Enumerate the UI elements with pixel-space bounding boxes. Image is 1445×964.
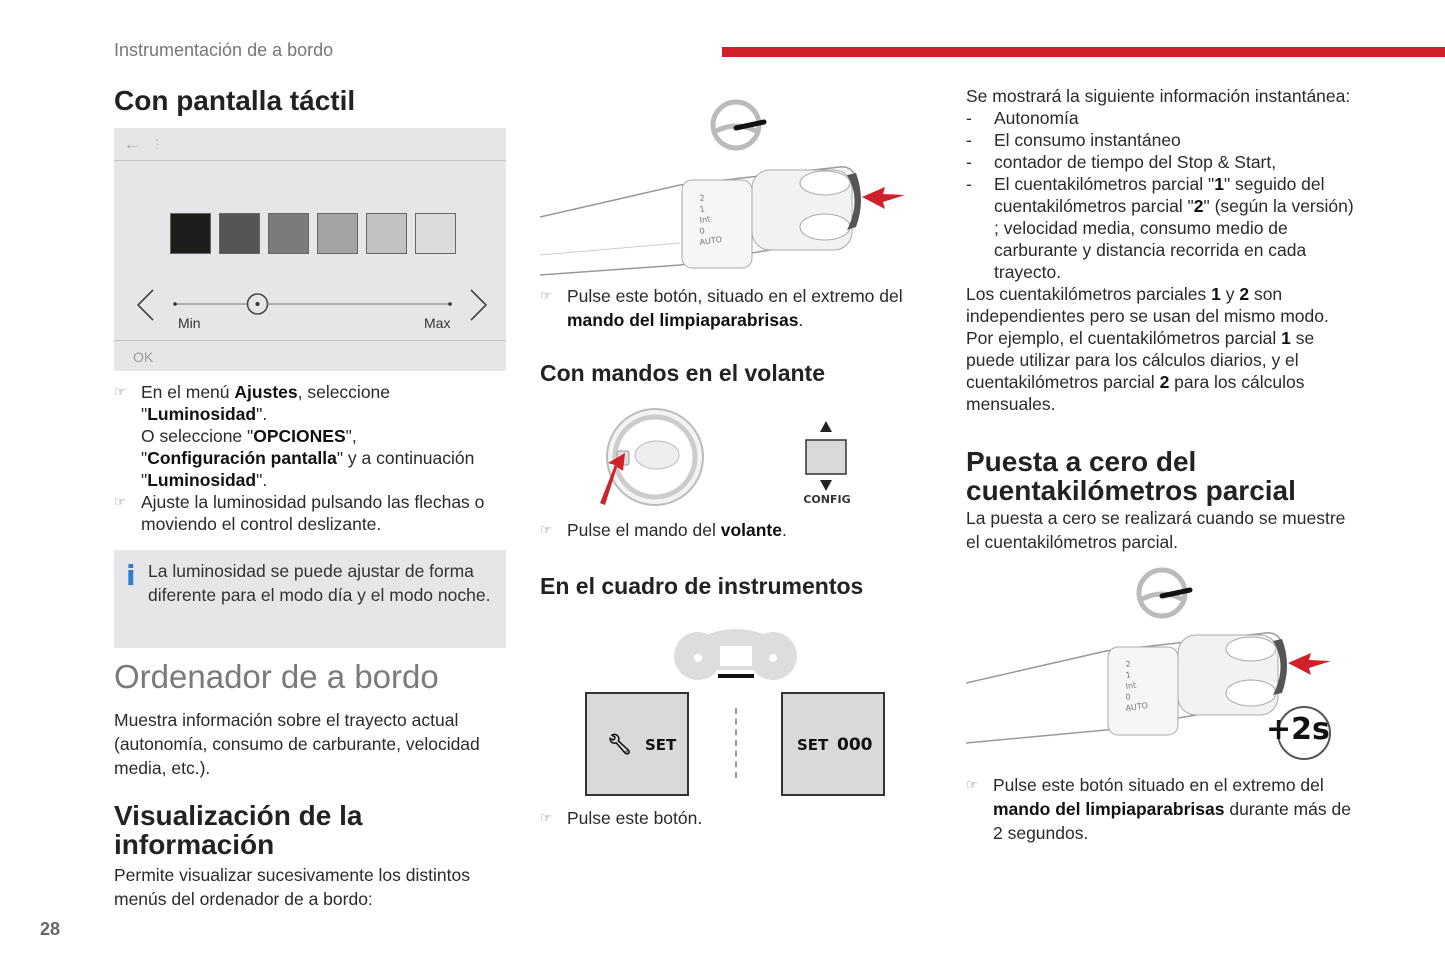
set-button-label: SET <box>645 736 677 754</box>
slider-thumb <box>248 294 268 314</box>
set-reset-label: SET <box>797 736 829 754</box>
computer-heading: Ordenador de a bordo <box>114 658 439 695</box>
info-text: La luminosidad se puede ajustar de forma diferente para el modo día y el modo noche. <box>148 561 491 605</box>
info-box <box>114 550 506 648</box>
stalk-position-label: Int <box>699 214 711 225</box>
down-arrow-icon <box>820 480 832 491</box>
stalk-position-label: 0 <box>699 226 706 236</box>
brightness-swatch <box>219 213 260 254</box>
ok-button[interactable]: OK <box>133 349 154 365</box>
set-reset-button[interactable] <box>781 692 885 796</box>
stalk-position-label: 0 <box>1125 692 1132 702</box>
info-item: - contador de tiempo del Stop & Start, <box>966 151 1358 173</box>
slider-max-label: Max <box>424 315 451 331</box>
trip-meters-paragraph: Los cuentakilómetros parciales 1 y 2 son independientes pero se usan del mismo modo. Por ejemplo, el cuentakilómetros parcial 1 se puede utilizar para los cálculos diarios, y el cuentakilómetros parcial 2 para los cálculos mensuales. <box>966 284 1329 414</box>
set-reset-value: 000 <box>837 735 873 755</box>
stalk-position-label: 1 <box>699 204 706 214</box>
slider-right-arrow-icon <box>471 290 486 320</box>
touchscreen-heading: Con pantalla táctil <box>114 85 356 116</box>
info-list <box>966 107 1358 283</box>
wiper-step: ☞ Pulse este botón, situado en el extremo del mando del limpiaparabrisas. <box>540 286 903 330</box>
info-list-block <box>966 85 1358 415</box>
step-adjust: ☞ Ajuste la luminosidad pulsando las flechas o moviendo el control deslizante. <box>114 492 485 534</box>
wrench-icon: 🔧︎ <box>607 732 633 756</box>
brightness-swatch <box>317 213 358 254</box>
computer-text: Muestra información sobre el trayecto actual (autonomía, consumo de carburante, velocidad media, etc.). <box>114 710 480 778</box>
stalk-position-label: 2 <box>1125 659 1132 669</box>
stalk-position-label: Int <box>1125 680 1137 691</box>
wheel-controls-heading: Con mandos en el volante <box>540 360 825 386</box>
hold-duration-label: +2s <box>1266 712 1330 747</box>
panel-step: ☞ Pulse este botón. <box>540 808 703 828</box>
menu-dots-icon: ⋮ <box>151 137 163 151</box>
display-text: Permite visualizar sucesivamente los distintos menús del ordenador de a bordo: <box>114 865 470 909</box>
screen-divider-top <box>114 160 506 161</box>
info-item: - Autonomía <box>966 107 1358 129</box>
screen-divider-bottom <box>114 340 506 341</box>
info-icon: i <box>126 559 136 592</box>
brightness-swatch <box>415 213 456 254</box>
brightness-swatch <box>366 213 407 254</box>
button-separator <box>735 708 737 778</box>
wiper-stalk-illustration <box>540 95 920 280</box>
steering-wheel-icon <box>1139 570 1190 616</box>
stalk-position-label: 1 <box>1125 670 1132 680</box>
info-item: - El consumo instantáneo <box>966 129 1358 151</box>
slider-min-label: Min <box>178 315 201 331</box>
page-number: 28 <box>40 919 61 939</box>
info-item: - El cuentakilómetros parcial "1" seguido del cuentakilómetros parcial "2" (según la versión) ; velocidad media, consumo medio de carburante y distancia recorrida en cada trayecto. <box>966 173 1358 283</box>
wheel-step: ☞ Pulse el mando del volante. <box>540 520 787 540</box>
brightness-screen <box>114 128 506 371</box>
stalk-position-label: AUTO <box>1125 700 1149 713</box>
reset-heading: Puesta a cero del cuentakilómetros parcial <box>966 446 1296 506</box>
set-button[interactable] <box>585 692 689 796</box>
steering-wheel-icon <box>713 102 764 148</box>
section-label: Instrumentación de a bordo <box>114 40 334 60</box>
back-arrow-icon[interactable]: ← <box>124 136 140 153</box>
reset-step: ☞ Pulse este botón situado en el extremo del mando del limpiaparabrisas durante más de 2 segundos. <box>966 775 1351 843</box>
up-arrow-icon <box>820 421 832 432</box>
slider-left-arrow-icon <box>138 290 153 320</box>
reset-text: La puesta a cero se realizará cuando se muestre el cuentakilómetros parcial. <box>966 508 1346 552</box>
config-label: CONFIG <box>803 493 851 506</box>
brightness-steps <box>114 381 506 535</box>
info-intro: Se mostrará la siguiente información instantánea: <box>966 86 1351 106</box>
step-menu: ☞ En el menú Ajustes, seleccione "Luminosidad". O seleccione "OPCIONES", "Configuración pantalla" y a continuación "Luminosidad". <box>114 382 475 490</box>
brightness-swatch <box>170 213 211 254</box>
config-button[interactable] <box>800 418 855 493</box>
red-press-arrow-icon <box>1288 653 1331 675</box>
red-press-arrow-icon <box>862 187 905 209</box>
header-accent-bar <box>722 47 1445 57</box>
brightness-swatch <box>268 213 309 254</box>
stalk-position-label: AUTO <box>699 234 723 247</box>
panel-heading: En el cuadro de instrumentos <box>540 573 864 599</box>
display-heading: Visualización de la información <box>114 800 363 860</box>
stalk-position-label: 2 <box>699 193 706 203</box>
instrument-cluster-icon <box>668 626 803 681</box>
steering-wheel-illustration <box>595 405 715 515</box>
